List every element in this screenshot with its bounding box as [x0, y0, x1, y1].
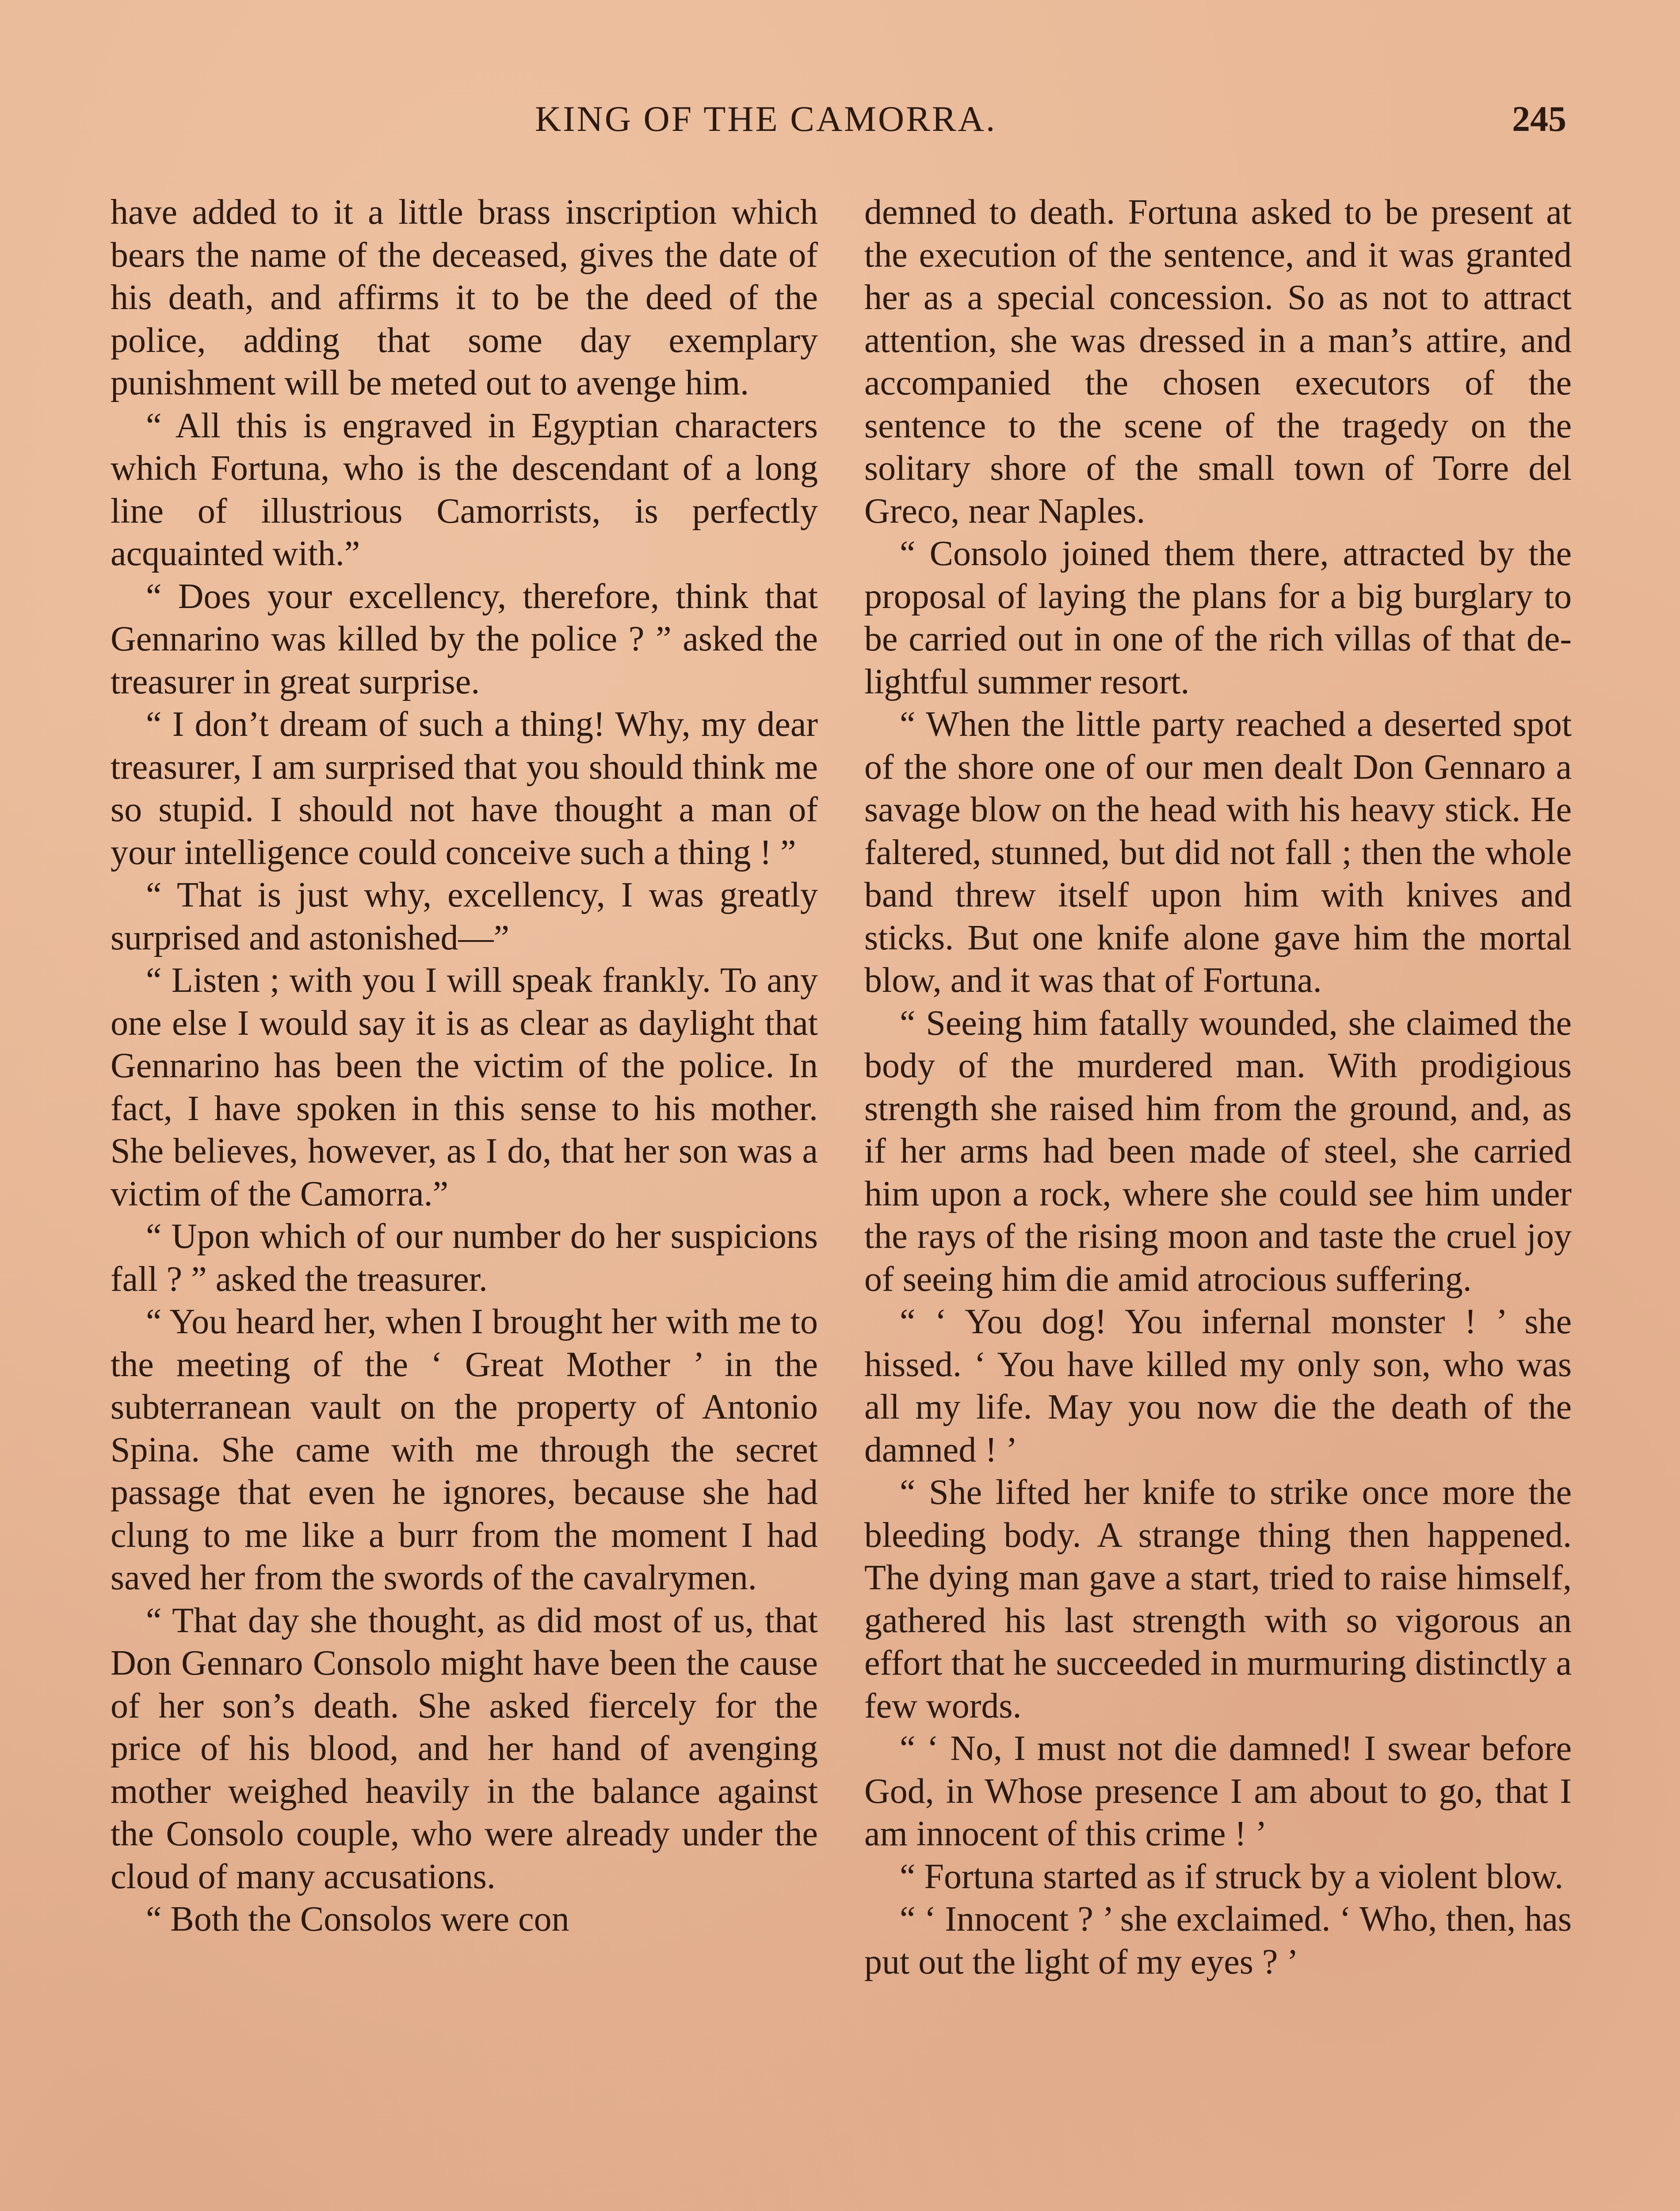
paragraph: “ ‘ You dog! You infernal monster ! ’ she hissed. ‘ You have killed my only son, who was all my life. May you now die the death of the damned ! ’	[864, 1302, 1572, 1469]
paragraph: “ You heard her, when I brought her with me to the meeting of the ‘ Great Mother ’ in the subterranean vault on the property of Antonio Spina. She came with me through the secret passage that even he ignores, because she had clung to me like a burr from the moment I had saved her from the swords of the cavalrymen.	[111, 1302, 818, 1597]
paragraph: “ Fortuna started as if struck by a violent blow.	[900, 1857, 1564, 1896]
paragraph: “ ‘ No, I must not die damned! I swear before God, in Whose presence I am about to go, that I am innocent of this crime ! ’	[864, 1729, 1572, 1853]
right-text-column	[864, 191, 1572, 2211]
paragraph: have added to it a little brass inscription which bears the name of the deceased, gives the date of his death, and affirms it to be the deed of the police, adding that some day exemplary punishment will be meted out to avenge him.	[111, 193, 818, 402]
paragraph: “ Seeing him fatally wounded, she claimed the body of the murdered man. With prodigious strength she raised him from the ground, and, as if her arms had been made of steel, she carried him upon a rock, where she could see him under the rays of the rising moon and taste the cruel joy of seeing him die amid atrocious suffering.	[864, 1003, 1572, 1299]
paragraph: “ Both the Consolos were con	[146, 1900, 569, 1939]
paragraph: “ That is just why, excellency, I was greatly surprised and astonished—”	[111, 876, 818, 957]
paragraph: “ Does your excellency, therefore, think that Gennarino was killed by the police ? ” asked the treasurer in great surprise.	[111, 577, 818, 701]
paragraph: “ When the little party reached a deserted spot of the shore one of our men dealt Don Gennaro a savage blow on the head with his heavy stick. He faltered, stunned, but did not fall ; then the whole band threw itself upon him with knives and sticks. But one knife alone gave him the mortal blow, and it was that of Fortuna.	[864, 705, 1572, 1000]
paragraph: “ Consolo joined them there, attracted by the proposal of laying the plans for a big burglary to be carried out in one of the rich villas of that delightful summer resort.	[864, 534, 1572, 701]
paragraph: “ Upon which of our number do her suspicions fall ? ” asked the treasurer.	[111, 1217, 818, 1299]
paragraph: “ All this is engraved in Egyptian characters which Fortuna, who is the descendant of a long line of illustrious Camorrists, is perfectly acquainted with.”	[111, 406, 818, 573]
paragraph: “ Listen ; with you I will speak frankly. To any one else I would say it is as clear as daylight that Gennarino has been the victim of the police. In fact, I have spoken in this sense to his mother. She believes, however, as I do, that her son was a victim of the Camorra.”	[111, 961, 818, 1213]
page-number: 245	[1512, 99, 1566, 139]
paragraph: “ ‘ Innocent ? ’ she exclaimed. ‘ Who, then, has put out the light of my eyes ? ’	[864, 1900, 1572, 1981]
paragraph: “ She lifted her knife to strike once more the bleeding body. A strange thing then happened. The dying man gave a start, tried to raise himself, gathered his last strength with so vigorous an effort that he succeeded in murmuring distinctly a few words.	[864, 1473, 1572, 1725]
paragraph: demned to death. Fortuna asked to be present at the execution of the sentence, and it was granted her as a special concession. So as not to attract attention, she was dressed in a man’s attire, and accompanied the chosen executors of the sentence to the scene of the tragedy on the solitary shore of the small town of Torre del Greco, near Naples.	[864, 193, 1572, 531]
paragraph: “ That day she thought, as did most of us, that Don Gennaro Consolo might have been the cause of her son’s death. She asked fiercely for the price of his blood, and her hand of avenging mother weighed heavily in the balance against the Consolo couple, who were already under the cloud of many accusations.	[111, 1601, 818, 1896]
running-title: KING OF THE CAMORRA.	[535, 99, 997, 139]
left-text-column	[111, 191, 818, 2211]
paragraph: “ I don’t dream of such a thing! Why, my dear treasurer, I am surprised that you should think me so stupid. I should not have thought a man of your intelligence could conceive such a thing ! ”	[111, 705, 818, 872]
